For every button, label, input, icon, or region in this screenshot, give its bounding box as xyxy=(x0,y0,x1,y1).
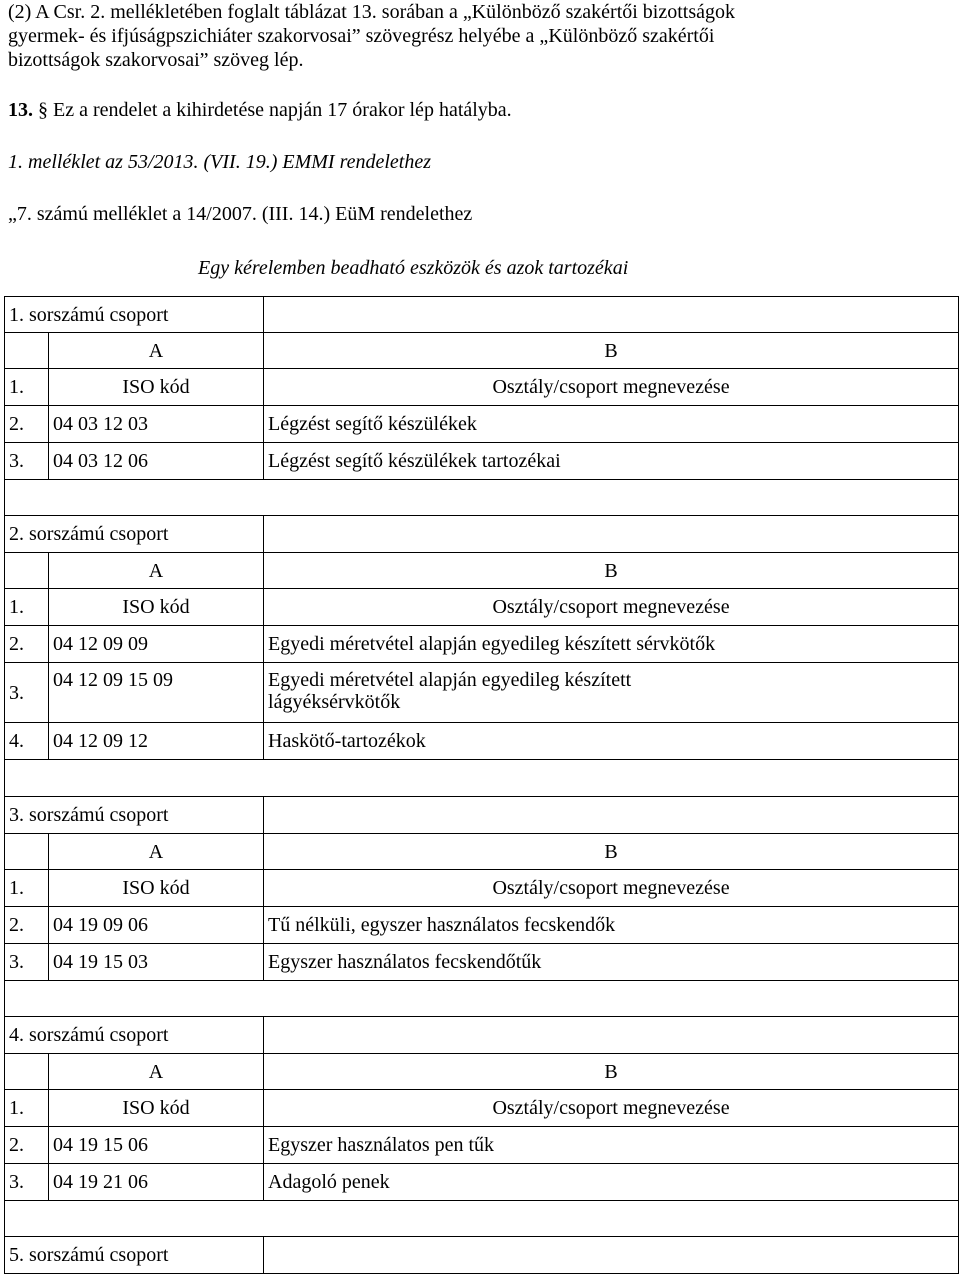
class-name-line-2: lágyéksérvkötők xyxy=(268,691,401,713)
table-row xyxy=(5,1164,959,1201)
row-number: 3. xyxy=(5,944,49,981)
class-name-header: Osztály/csoport megnevezése xyxy=(264,1090,959,1127)
class-name: Egyedi méretvétel alapján egyedileg készített sérvkötők xyxy=(264,626,959,663)
class-name: Tű nélküli, egyszer használatos fecskendők xyxy=(264,907,959,944)
iso-code: 04 12 09 12 xyxy=(49,723,264,760)
group-title: 1. sorszámú csoport xyxy=(5,297,264,333)
section-mark: § xyxy=(38,99,48,121)
header-row xyxy=(5,369,959,406)
table-row xyxy=(5,944,959,981)
iso-code: 04 03 12 03 xyxy=(49,406,264,443)
group-title: 4. sorszámú csoport xyxy=(5,1017,264,1054)
annex-title: 1. melléklet az 53/2013. (VII. 19.) EMMI rendelethez xyxy=(8,151,432,173)
group-title: 3. sorszámú csoport xyxy=(5,797,264,834)
annex-subtitle: „7. számú melléklet a 14/2007. (III. 14.) EüM rendelethez xyxy=(8,203,473,225)
intro-line-2: gyermek- és ifjúságpszichiáter szakorvosai” szövegrész helyébe a „Különböző szakértői xyxy=(8,25,715,47)
row-number: 3. xyxy=(5,663,49,723)
header-row xyxy=(5,589,959,626)
table-row xyxy=(5,663,959,723)
spacer-row xyxy=(5,1201,959,1237)
column-letter-row xyxy=(5,553,959,589)
class-name-line-1: Egyedi méretvétel alapján egyedileg készített xyxy=(268,669,632,691)
column-letter-row xyxy=(5,834,959,870)
column-a-header: A xyxy=(49,333,264,369)
column-b-header: B xyxy=(264,1054,959,1090)
row-number: 2. xyxy=(5,626,49,663)
group-title-row xyxy=(5,297,959,333)
spacer-row xyxy=(5,480,959,516)
iso-code-header: ISO kód xyxy=(49,870,264,907)
class-name xyxy=(264,663,959,723)
group-title-row xyxy=(5,1237,959,1274)
intro-line-1: (2) A Csr. 2. mellékletében foglalt táblázat 13. sorában a „Különböző szakértői bizottságok xyxy=(8,1,736,23)
class-name: Egyszer használatos fecskendőtűk xyxy=(264,944,959,981)
class-name: Légzést segítő készülékek xyxy=(264,406,959,443)
column-letter-row xyxy=(5,1054,959,1090)
row-number: 1. xyxy=(5,870,49,907)
row-number: 1. xyxy=(5,1090,49,1127)
row-number: 3. xyxy=(5,1164,49,1201)
column-a-header: A xyxy=(49,834,264,870)
column-letter-row xyxy=(5,333,959,369)
table-row xyxy=(5,723,959,760)
table-row xyxy=(5,907,959,944)
intro-line-3: bizottságok szakorvosai” szöveg lép. xyxy=(8,49,304,71)
row-number: 1. xyxy=(5,369,49,406)
annex-heading: Egy kérelemben beadható eszközök és azok tartozékai xyxy=(198,257,629,279)
class-name-header: Osztály/csoport megnevezése xyxy=(264,369,959,406)
iso-code-header: ISO kód xyxy=(49,589,264,626)
header-row xyxy=(5,1090,959,1127)
class-name: Haskötő-tartozékok xyxy=(264,723,959,760)
row-number: 1. xyxy=(5,589,49,626)
class-name: Egyszer használatos pen tűk xyxy=(264,1127,959,1164)
spacer-row xyxy=(5,760,959,797)
row-number: 3. xyxy=(5,443,49,480)
table-row xyxy=(5,1127,959,1164)
section-13 xyxy=(8,98,512,122)
iso-code: 04 03 12 06 xyxy=(49,443,264,480)
group-title-row xyxy=(5,1017,959,1054)
iso-code: 04 12 09 15 09 xyxy=(49,663,264,723)
row-number: 4. xyxy=(5,723,49,760)
iso-code: 04 19 15 06 xyxy=(49,1127,264,1164)
iso-code-header: ISO kód xyxy=(49,1090,264,1127)
iso-code-header: ISO kód xyxy=(49,369,264,406)
row-number: 2. xyxy=(5,406,49,443)
column-a-header: A xyxy=(49,1054,264,1090)
header-row xyxy=(5,870,959,907)
table-row xyxy=(5,443,959,480)
class-name-header: Osztály/csoport megnevezése xyxy=(264,589,959,626)
iso-code: 04 19 15 03 xyxy=(49,944,264,981)
group-title: 5. sorszámú csoport xyxy=(5,1237,264,1274)
spacer-row xyxy=(5,981,959,1017)
section-number: 13. xyxy=(8,99,33,121)
group-title: 2. sorszámú csoport xyxy=(5,516,264,553)
row-number: 2. xyxy=(5,1127,49,1164)
column-b-header: B xyxy=(264,553,959,589)
iso-code: 04 19 21 06 xyxy=(49,1164,264,1201)
group-title-row xyxy=(5,797,959,834)
iso-code: 04 12 09 09 xyxy=(49,626,264,663)
row-number: 2. xyxy=(5,907,49,944)
table-row xyxy=(5,626,959,663)
class-name: Légzést segítő készülékek tartozékai xyxy=(264,443,959,480)
iso-code: 04 19 09 06 xyxy=(49,907,264,944)
column-b-header: B xyxy=(264,834,959,870)
column-b-header: B xyxy=(264,333,959,369)
class-name: Adagoló penek xyxy=(264,1164,959,1201)
section-text: Ez a rendelet a kihirdetése napján 17 órakor lép hatályba. xyxy=(53,99,512,121)
device-groups-table xyxy=(4,296,959,1274)
column-a-header: A xyxy=(49,553,264,589)
group-title-row xyxy=(5,516,959,553)
class-name-header: Osztály/csoport megnevezése xyxy=(264,870,959,907)
table-row xyxy=(5,406,959,443)
